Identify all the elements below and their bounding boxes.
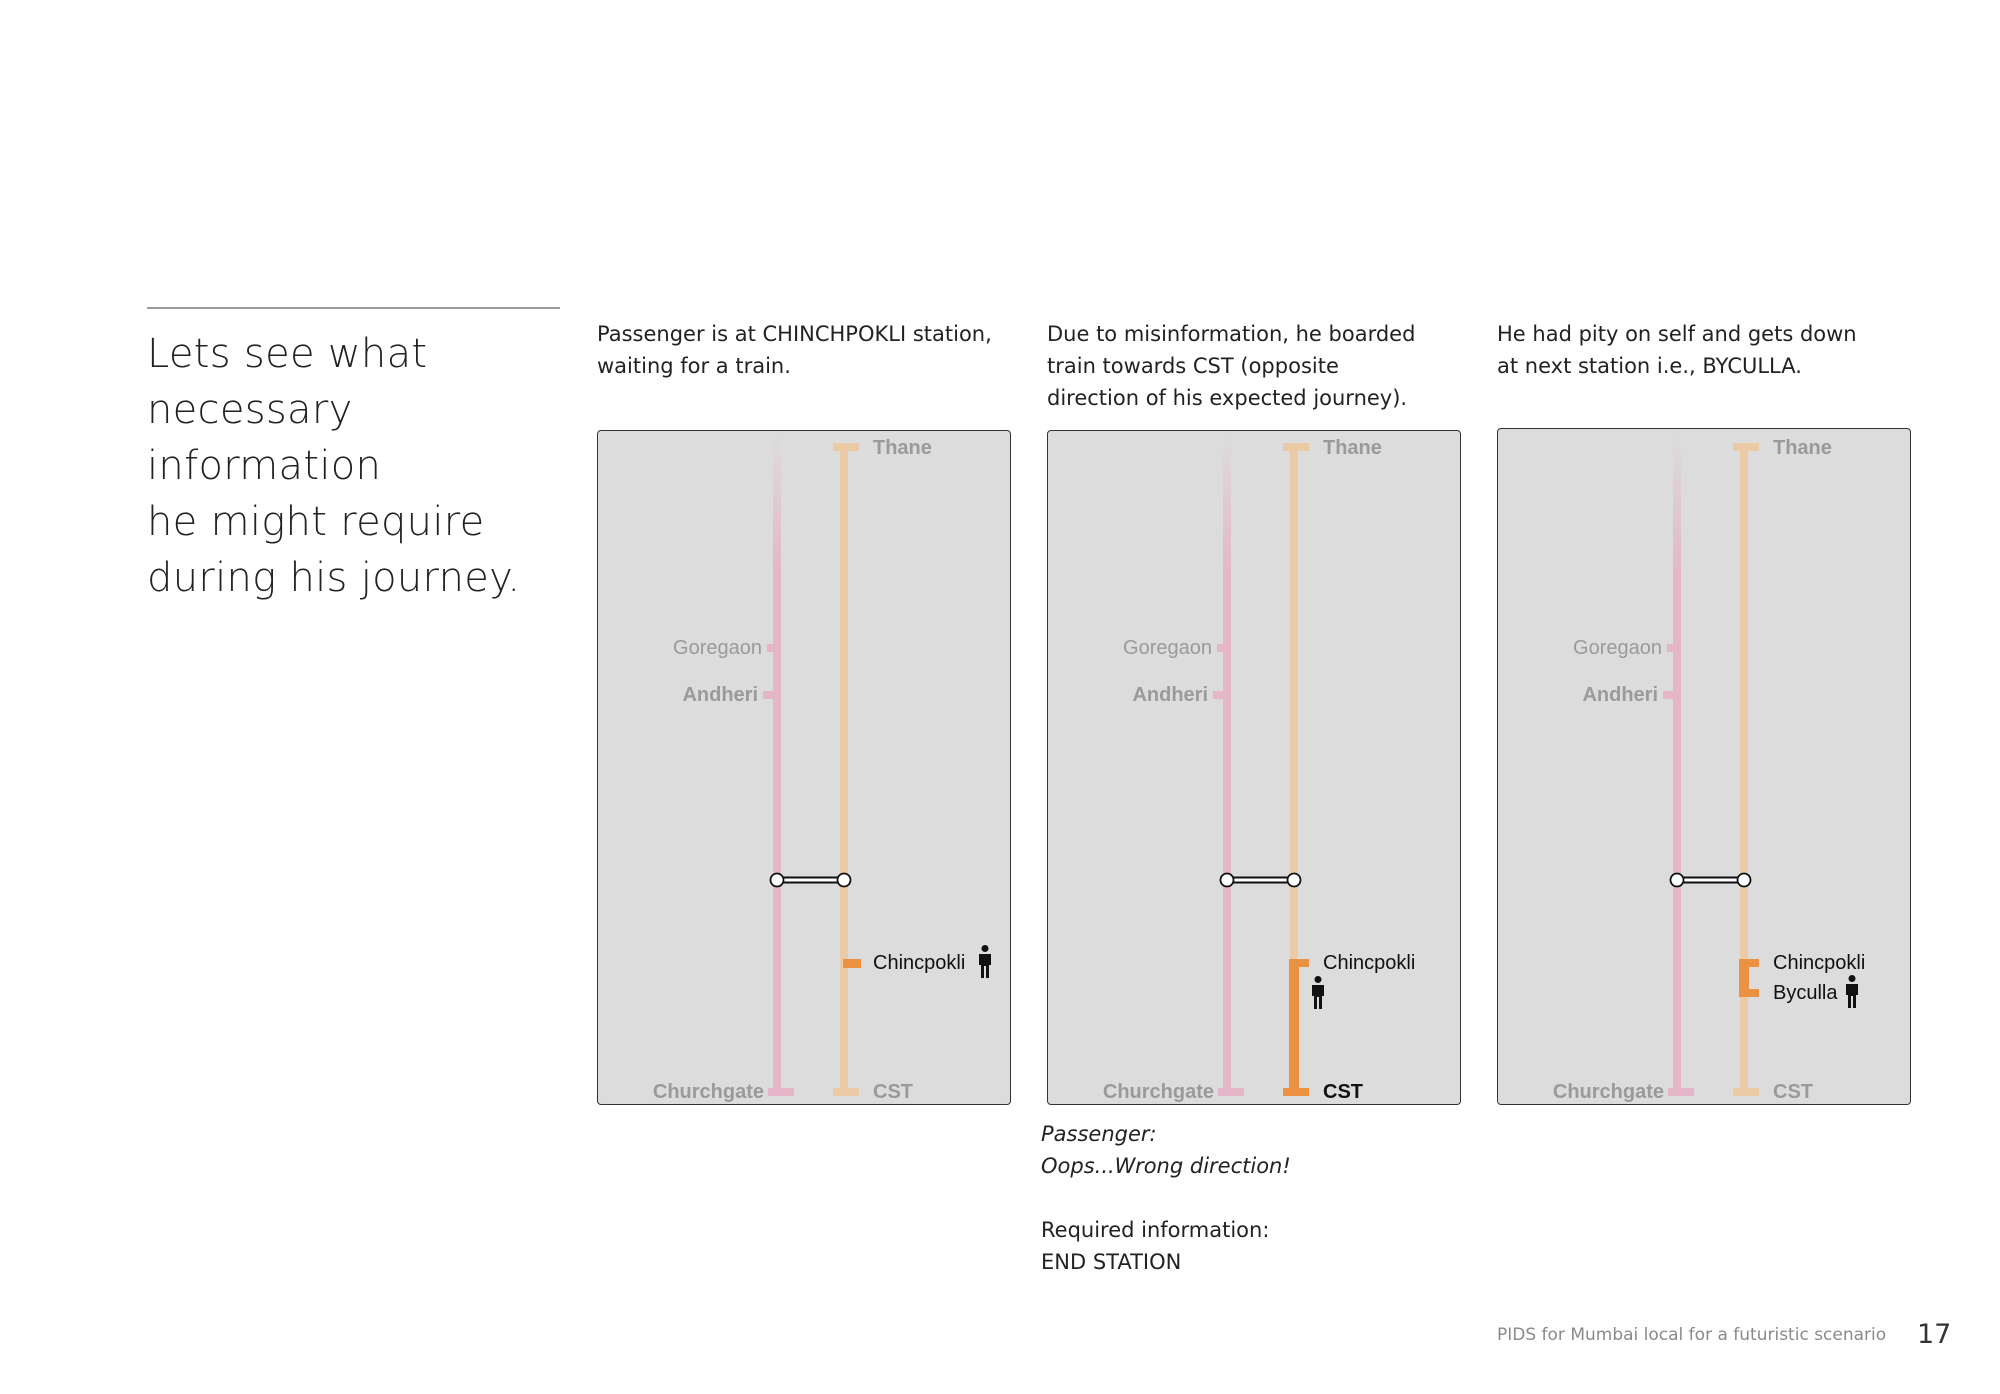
- station-thane: Thane: [873, 437, 932, 459]
- passenger-icon: [978, 945, 992, 979]
- station-churchgate: Churchgate: [1552, 1081, 1664, 1103]
- station-thane: Thane: [1323, 437, 1382, 459]
- required-information: Required information: END STATION: [1041, 1218, 1270, 1274]
- western-line-fade: [773, 435, 781, 575]
- station-chincpokli: Chincpokli: [873, 952, 966, 974]
- route-map-panel-3: [1497, 428, 1911, 1105]
- churchgate-tick: [1668, 1088, 1694, 1096]
- footer-title: PIDS for Mumbai local for a futuristic scenario: [1497, 1325, 1887, 1345]
- route-map-lines: [598, 431, 1011, 1105]
- goregaon-tick: [1667, 644, 1679, 652]
- dadar-interchange-central: [1288, 874, 1301, 887]
- western-line: [773, 575, 781, 1090]
- dadar-interchange-central: [1738, 874, 1751, 887]
- panel-2-caption: Due to misinformation, he boarded train towards CST (opposite direction of his expected journey).: [1047, 322, 1416, 410]
- western-line-fade: [1673, 435, 1681, 575]
- station-goregaon: Goregaon: [1123, 637, 1212, 659]
- cst-tick: [1283, 1088, 1309, 1096]
- goregaon-tick: [1217, 644, 1229, 652]
- andheri-tick: [1663, 691, 1679, 699]
- station-churchgate: Churchgate: [652, 1081, 764, 1103]
- panel-3-caption: He had pity on self and gets down at next station i.e., BYCULLA.: [1497, 322, 1857, 378]
- dadar-interchange-west: [1671, 874, 1684, 887]
- western-line: [1223, 575, 1231, 1090]
- western-line-fade: [1223, 435, 1231, 575]
- route-map-panel-2: [1047, 430, 1461, 1105]
- heading-rule: [147, 307, 560, 309]
- route-map-panel-1: [597, 430, 1011, 1105]
- dadar-interchange-central: [838, 874, 851, 887]
- station-andheri: Andheri: [1582, 684, 1658, 706]
- churchgate-tick: [768, 1088, 794, 1096]
- station-chincpokli: Chincpokli: [1323, 952, 1416, 974]
- passenger-icon: [1845, 975, 1859, 1009]
- station-andheri: Andheri: [1132, 684, 1208, 706]
- station-cst: CST: [873, 1081, 913, 1103]
- passenger-icon: [1311, 976, 1325, 1010]
- chincpokli-tick: [843, 959, 861, 968]
- chincpokli-tick: [1289, 959, 1309, 967]
- station-byculla: Byculla: [1773, 982, 1838, 1004]
- panel-1-caption: Passenger is at CHINCHPOKLI station, waiting for a train.: [597, 322, 992, 378]
- panel-2-note: [1041, 1118, 1481, 1278]
- station-cst: CST: [1773, 1081, 1813, 1103]
- cst-tick: [1733, 1088, 1759, 1096]
- page-number: 17: [1917, 1319, 1952, 1350]
- page-heading: Lets see what necessary information he might require during his journey.: [147, 331, 521, 601]
- dadar-interchange-west: [1221, 874, 1234, 887]
- byculla-tick: [1739, 989, 1759, 997]
- station-chincpokli: Chincpokli: [1773, 952, 1866, 974]
- thane-tick: [1283, 443, 1309, 451]
- dadar-interchange-west: [771, 874, 784, 887]
- western-line: [1673, 575, 1681, 1090]
- andheri-tick: [763, 691, 779, 699]
- station-andheri: Andheri: [682, 684, 758, 706]
- central-line: [840, 447, 848, 1092]
- route-map-lines: [1048, 431, 1461, 1105]
- cst-tick: [833, 1088, 859, 1096]
- station-goregaon: Goregaon: [1573, 637, 1662, 659]
- station-cst: CST: [1323, 1081, 1363, 1103]
- station-thane: Thane: [1773, 437, 1832, 459]
- passenger-quote: Passenger: Oops...Wrong direction!: [1041, 1122, 1291, 1178]
- chincpokli-tick: [1739, 959, 1759, 967]
- thane-tick: [1733, 443, 1759, 451]
- journey-segment: [1289, 959, 1299, 1093]
- andheri-tick: [1213, 691, 1229, 699]
- churchgate-tick: [1218, 1088, 1244, 1096]
- station-churchgate: Churchgate: [1102, 1081, 1214, 1103]
- station-goregaon: Goregaon: [673, 637, 762, 659]
- goregaon-tick: [767, 644, 779, 652]
- thane-tick: [833, 443, 859, 451]
